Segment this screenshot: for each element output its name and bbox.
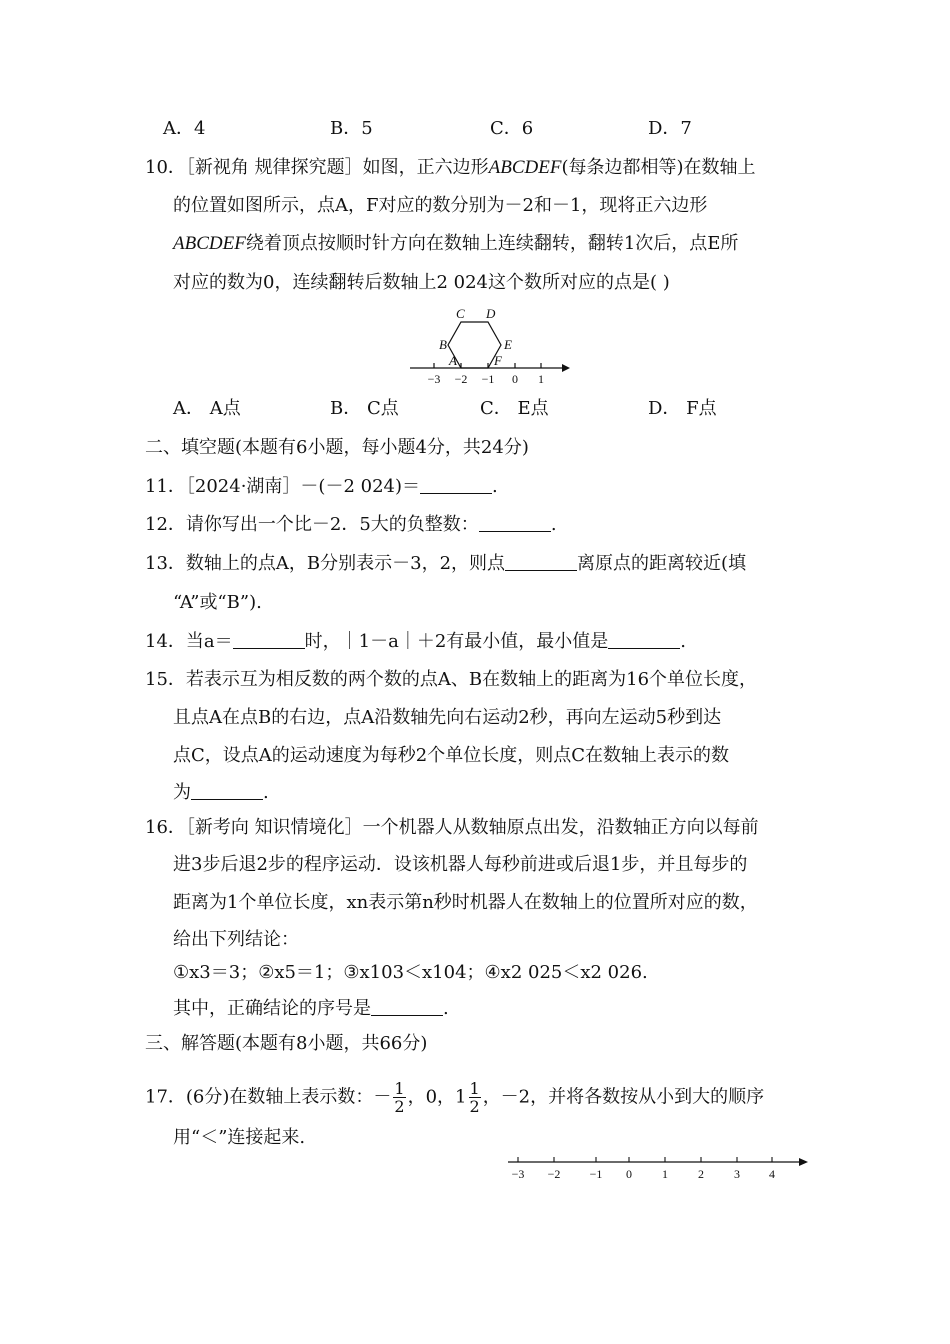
q14-text-b: 时，｜1－a｜＋2有最小值，最小值是 bbox=[304, 631, 609, 652]
q13-line2: “A”或“B”). bbox=[173, 592, 262, 613]
tick-label: −1 bbox=[589, 1167, 603, 1181]
q17-text-b: ，－2，并将各数按从小到大的顺序 bbox=[482, 1086, 765, 1108]
vertex-label-f: F bbox=[494, 353, 502, 368]
q15-line3: 点C，设点A的运动速度为每秒2个单位长度，则点C在数轴上表示的数 bbox=[173, 745, 729, 766]
q17-line2: 用“＜”连接起来. bbox=[173, 1127, 306, 1148]
q10-line3 bbox=[173, 232, 738, 256]
q14-answer-blank-1[interactable] bbox=[233, 630, 305, 649]
tick-label: 4 bbox=[769, 1167, 775, 1181]
tick-label: −3 bbox=[427, 372, 441, 386]
q16-line5: ①x3＝3；②x5＝1；③x103＜x104；④x2 025＜x2 026. bbox=[173, 962, 648, 983]
q9-option-a: A．4 bbox=[163, 118, 206, 139]
q9-option-b: B．5 bbox=[330, 118, 373, 139]
fraction-one-half-mixed bbox=[469, 1080, 481, 1115]
number-line-arrow bbox=[799, 1158, 808, 1166]
q15-text-end: 为 bbox=[173, 782, 191, 803]
q11: 11．［2024·湖南］－(－2 024)＝ . bbox=[145, 476, 498, 497]
tick-label: 0 bbox=[512, 372, 518, 386]
q10-hexagon-name-2: ABCDEF bbox=[173, 233, 246, 254]
tick-label: −2 bbox=[547, 1167, 561, 1181]
q16-line3: 距离为1个单位长度，xn表示第n秒时机器人在数轴上的位置所对应的数， bbox=[173, 892, 758, 913]
vertex-label-e: E bbox=[504, 337, 512, 352]
q16-line2: 进3步后退2步的程序运动．设该机器人每秒前进或后退1步，并且每步的 bbox=[173, 854, 748, 875]
q15-line2: 且点A在点B的右边，点A沿数轴先向右运动2秒，再向左运动5秒到达 bbox=[173, 707, 722, 728]
q14-text-a: 14．当a＝ bbox=[145, 631, 233, 652]
q12: 12．请你写出一个比－2．5大的负整数： . bbox=[145, 514, 557, 535]
tick-label: −1 bbox=[481, 372, 495, 386]
q17-text-a: 17．(6分)在数轴上表示数：－ bbox=[145, 1086, 392, 1108]
fraction-one-half bbox=[393, 1080, 405, 1115]
q16-line4: 给出下列结论： bbox=[173, 929, 299, 950]
tick-label: 3 bbox=[734, 1167, 740, 1181]
q13-text-a: 13．数轴上的点A，B分别表示－3，2，则点 bbox=[145, 553, 506, 574]
tick-label: 1 bbox=[538, 372, 544, 386]
tick-label: 0 bbox=[626, 1167, 632, 1181]
q12-answer-blank[interactable] bbox=[479, 513, 551, 532]
vertex-label-a: A bbox=[449, 353, 457, 368]
q10-option-b: B． C点 bbox=[330, 398, 399, 419]
q9-option-c: C．6 bbox=[490, 118, 534, 139]
q13-answer-blank[interactable] bbox=[505, 552, 577, 571]
q10-line1 bbox=[145, 156, 756, 180]
section-3-heading: 三、解答题(本题有8小题，共66分) bbox=[145, 1033, 428, 1054]
q10-option-d: D． F点 bbox=[648, 398, 717, 419]
q16-line6: 其中，正确结论的序号是 . bbox=[173, 998, 449, 1019]
q15-line4: 为 . bbox=[173, 782, 269, 803]
q10-hexagon-figure bbox=[400, 302, 580, 390]
q15-answer-blank[interactable] bbox=[191, 781, 263, 800]
q13-text-b: 离原点的距离较近(填 bbox=[577, 553, 747, 574]
tick-label: 2 bbox=[698, 1167, 704, 1181]
q9-option-d: D．7 bbox=[648, 118, 692, 139]
q16-line1: 16．［新考向 知识情境化］一个机器人从数轴原点出发，沿数轴正方向以每前 bbox=[145, 817, 759, 838]
number-line-arrow bbox=[562, 364, 570, 372]
q16-answer-blank[interactable] bbox=[371, 997, 443, 1016]
q10-line1-tail: (每条边都相等)在数轴上 bbox=[561, 157, 756, 178]
q10-option-c: C． E点 bbox=[480, 398, 549, 419]
q14: 14．当a＝ 时，｜1－a｜＋2有最小值，最小值是 . bbox=[145, 631, 687, 652]
fraction-denominator: 2 bbox=[394, 1097, 405, 1116]
fraction-numerator: 1 bbox=[469, 1079, 480, 1098]
q10-line1-head: 10．［新视角 规律探究题］如图，正六边形 bbox=[145, 157, 489, 178]
fraction-denominator: 2 bbox=[469, 1097, 480, 1116]
tick-label: 1 bbox=[662, 1167, 668, 1181]
q17-number-line bbox=[500, 1150, 812, 1186]
q17-line1 bbox=[145, 1080, 764, 1115]
q10-line3-tail: 绕着顶点按顺时针方向在数轴上连续翻转，翻转1次后，点E所 bbox=[245, 233, 739, 254]
vertex-label-c: C bbox=[456, 306, 465, 321]
section-2-heading: 二、填空题(本题有6小题，每小题4分，共24分) bbox=[145, 437, 529, 458]
q10-hexagon-name: ABCDEF bbox=[488, 157, 562, 178]
q17-text-mid: ，0，1 bbox=[407, 1086, 467, 1108]
q11-answer-blank[interactable] bbox=[420, 475, 492, 494]
q16-text-end: 其中，正确结论的序号是 bbox=[173, 998, 371, 1019]
q10-option-a: A． A点 bbox=[173, 398, 241, 419]
fraction-numerator: 1 bbox=[394, 1079, 405, 1098]
q10-line2: 的位置如图所示，点A，F对应的数分别为－2和－1，现将正六边形 bbox=[173, 195, 708, 216]
tick-label: −3 bbox=[511, 1167, 525, 1181]
q13-line1 bbox=[145, 552, 746, 576]
tick-label: −2 bbox=[454, 372, 468, 386]
q15-line1: 15．若表示互为相反数的两个数的点A、B在数轴上的距离为16个单位长度， bbox=[145, 669, 758, 690]
vertex-label-b: B bbox=[439, 337, 447, 352]
q12-text: 12．请你写出一个比－2．5大的负整数： bbox=[145, 514, 479, 535]
q10-line4: 对应的数为0，连续翻转后数轴上2 024这个数所对应的点是( ) bbox=[173, 272, 670, 293]
q11-text: 11．［2024·湖南］－(－2 024)＝ bbox=[145, 476, 421, 497]
vertex-label-d: D bbox=[486, 306, 496, 321]
q14-answer-blank-2[interactable] bbox=[608, 630, 680, 649]
